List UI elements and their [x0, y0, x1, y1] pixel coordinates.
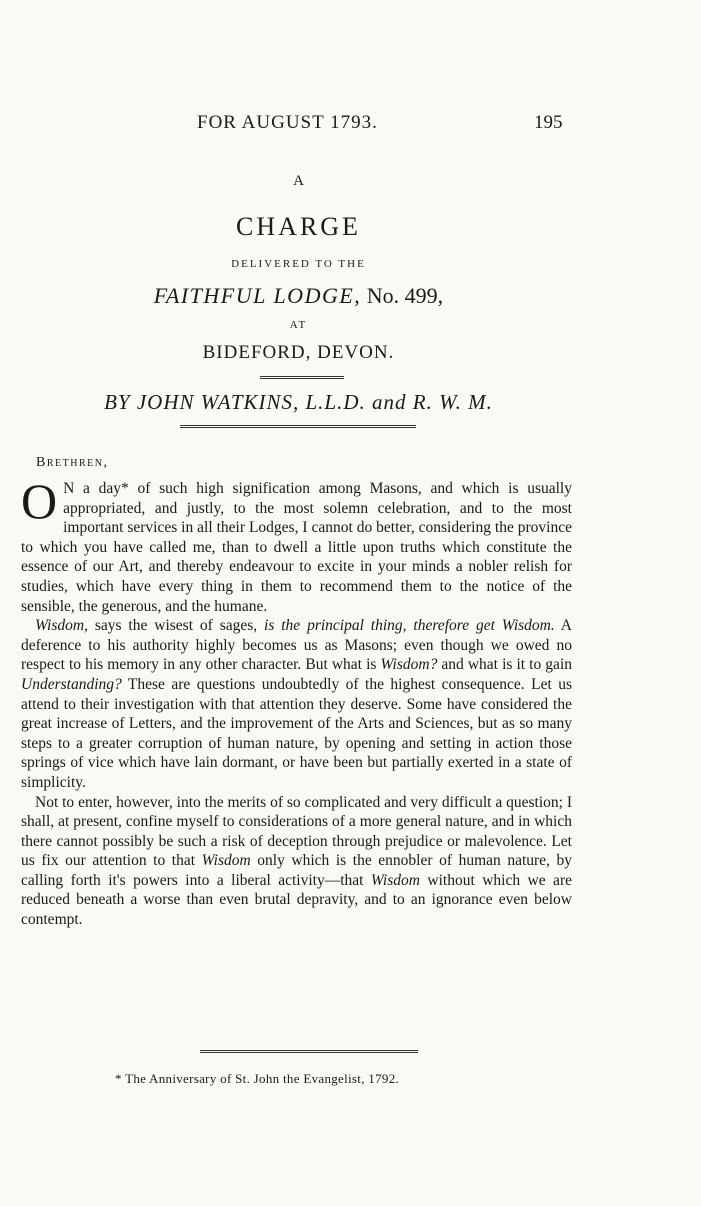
- italic-text: Understanding?: [21, 675, 122, 693]
- italic-text: Wisdom: [201, 852, 251, 870]
- paragraph-text: without which we are reduced beneath a worse than even brutal depravity, and to an ignorance even below contempt.: [21, 871, 572, 929]
- paragraph-1-text: N a day* of such high signification among Masons, and which is usually appropriated, and justly, to the most solemn celebration, and to the most important services in all their Lodges, I cannot do better, considering the province to which you have called me, than to dwell a little upon truths which constitute the essence of our Art, and thereby endeavour to excite in your minds a nobler relish for studies, which have every thing in them to recommend them to the notice of the sensible, the generous, and the humane.: [21, 480, 572, 615]
- running-title: FOR AUGUST 1793.: [197, 112, 378, 133]
- title-delivered: DELIVERED TO THE: [231, 258, 366, 270]
- paragraph-text: A deference to his authority highly becomes us as Masons; even though we owed no respect to his memory in any other character. But what is: [21, 617, 572, 674]
- paragraph-2: [21, 616, 572, 792]
- divider-rule: [180, 425, 416, 428]
- paragraph-1: [21, 473, 572, 616]
- lodge-number: No. 499,: [366, 283, 444, 308]
- paragraph-text: and what is it to gain: [437, 656, 572, 674]
- drop-cap: O: [21, 473, 58, 529]
- title-at: AT: [289, 319, 308, 331]
- italic-text: Wisdom?: [380, 656, 438, 674]
- byline: BY JOHN WATKINS, L.L.D. and R. W. M.: [104, 390, 493, 414]
- paragraph-3: [21, 793, 572, 930]
- footnote-rule: [200, 1050, 418, 1053]
- paragraph-text: only which is the ennobler of human nature, by calling forth it's powers into a liberal activity—that: [21, 852, 572, 889]
- title-charge: CHARGE: [236, 212, 361, 241]
- footnote: * The Anniversary of St. John the Evangelist, 1792.: [115, 1071, 400, 1086]
- italic-text: Wisdom: [370, 871, 420, 889]
- paragraph-text: Not to enter, however, into the merits of so complicated and very difficult a question; I shall, at present, confine myself to considerations of a more general nature, and in which there cannot possibly be such a risk of deception through prejudice or malevolence. Let us fix our attention to that: [21, 793, 572, 870]
- title-place: BIDEFORD, DEVON.: [202, 342, 395, 363]
- page-number: 195: [534, 112, 563, 133]
- salutation: Brethren,: [36, 455, 109, 470]
- lodge-name: FAITHFUL LODGE,: [153, 283, 362, 308]
- italic-text: Wisdom,: [35, 617, 88, 635]
- paragraph-text: says the wisest of sages,: [87, 617, 265, 635]
- body-text: [21, 473, 572, 930]
- italic-text: is the principal thing, therefore get Wisdom.: [264, 617, 555, 635]
- title-lodge: [0, 283, 649, 309]
- paragraph-text: These are questions undoubtedly of the highest consequence. Let us attend to their investigation with that attention they deserve. Some have considered the great increase of Letters, and the improvement of the Arts and Sciences, but as so many steps to a greater corruption of human nature, by opening and setting in action those springs of vice which have lain dormant, or have been but partially exerted in a state of simplicity.: [21, 675, 572, 791]
- title-article: A: [293, 173, 304, 189]
- divider-rule: [260, 376, 344, 379]
